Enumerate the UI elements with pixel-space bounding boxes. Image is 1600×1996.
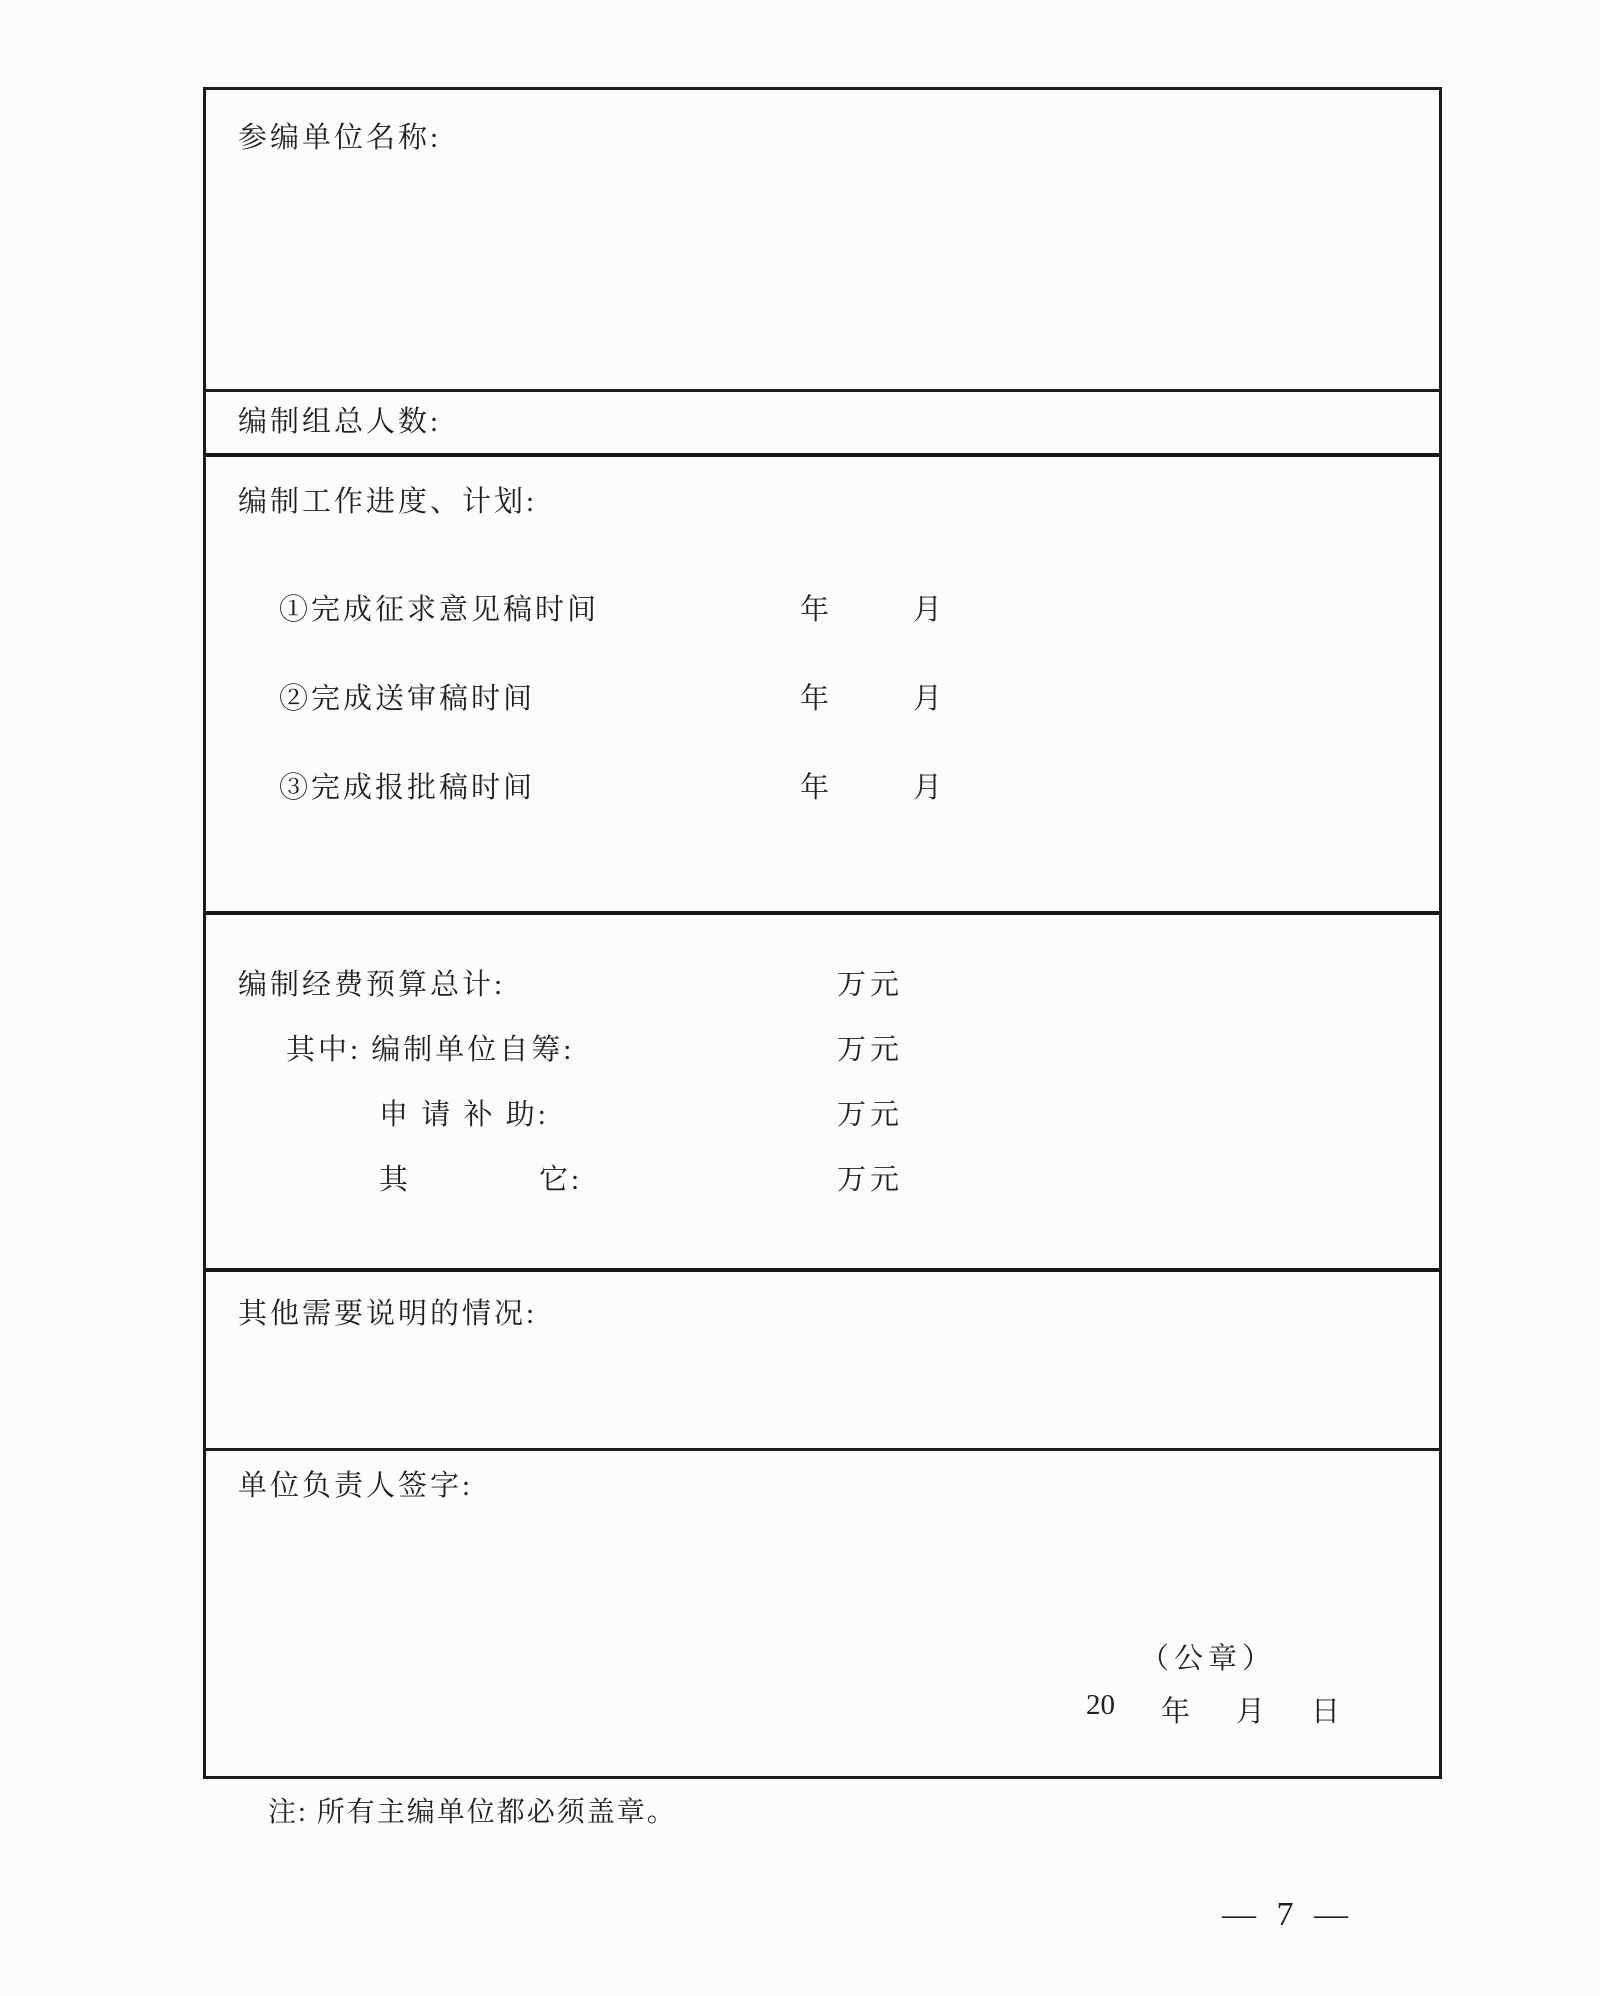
wan-yuan-unit-label: 万元 — [837, 1099, 904, 1131]
page-number: — 7 — — [1222, 1896, 1354, 1933]
budget-line-subsidy — [206, 1100, 1439, 1131]
progress-items — [206, 595, 1439, 803]
team-size-label: 编制组总人数: — [238, 405, 442, 438]
wan-yuan-unit-label: 万元 — [837, 1034, 904, 1066]
wan-yuan-unit-label: 万元 — [837, 969, 904, 1001]
row-participating-units — [206, 90, 1439, 392]
progress-item-review-draft — [279, 684, 1439, 714]
row-budget — [206, 915, 1439, 1272]
year-unit-label: 年 — [800, 593, 830, 626]
date-year-label: 年 — [1161, 1696, 1191, 1728]
progress-item-draft-for-comments — [279, 595, 1439, 625]
signature-label: 单位负责人签字: — [238, 1470, 474, 1502]
date-day-label: 日 — [1311, 1696, 1341, 1728]
date-month-label: 月 — [1236, 1696, 1266, 1728]
budget-subsidy-label: 申 请 补 助: — [379, 1099, 549, 1131]
progress-item-approval-draft — [279, 773, 1439, 803]
row-other-notes — [206, 1272, 1439, 1451]
row-signature — [206, 1451, 1439, 1756]
budget-self-raised-label: 其中: 编制单位自筹: — [286, 1034, 575, 1066]
budget-line-total — [206, 970, 1439, 1001]
budget-line-other — [206, 1165, 1439, 1196]
row-team-size — [206, 392, 1439, 457]
date-year-prefix: 20 — [1086, 1689, 1115, 1721]
participating-units-label: 参编单位名称: — [238, 122, 442, 154]
progress-item-text: ③完成报批稿时间 — [279, 771, 536, 804]
standard-compilation-form-table — [203, 87, 1442, 1779]
wan-yuan-unit-label: 万元 — [837, 1164, 904, 1196]
month-unit-label: 月 — [913, 682, 943, 715]
year-unit-label: 年 — [800, 682, 830, 715]
other-notes-label: 其他需要说明的情况: — [238, 1298, 538, 1330]
row-progress-plan — [206, 457, 1439, 915]
budget-total-label: 编制经费预算总计: — [238, 969, 506, 1001]
budget-other-label: 其 它: — [379, 1164, 583, 1196]
month-unit-label: 月 — [913, 771, 943, 804]
official-seal-placeholder: （公章） — [1140, 1643, 1277, 1675]
seal-requirement-note: 注: 所有主编单位都必须盖章。 — [268, 1797, 677, 1828]
month-unit-label: 月 — [913, 593, 943, 626]
progress-item-text: ①完成征求意见稿时间 — [279, 593, 600, 626]
budget-line-self-raised — [206, 1035, 1439, 1066]
progress-plan-label: 编制工作进度、计划: — [238, 486, 538, 518]
year-unit-label: 年 — [800, 771, 830, 804]
signature-date-line — [1086, 1689, 1340, 1730]
progress-item-text: ②完成送审稿时间 — [279, 682, 536, 715]
